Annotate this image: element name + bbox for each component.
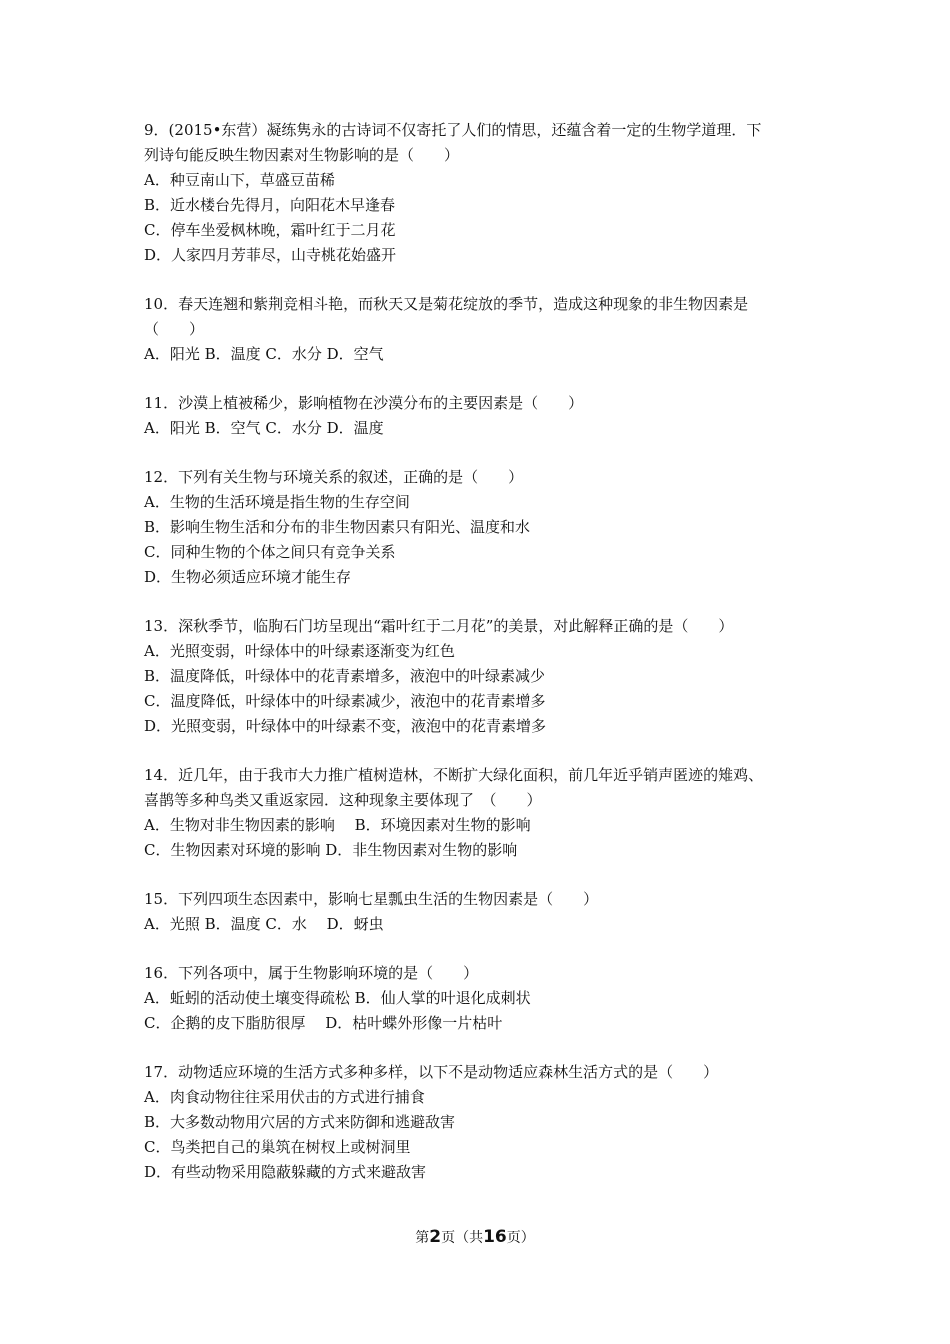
question-stem: 15．下列四项生态因素中，影响七星瓢虫生活的生物因素是（ ） xyxy=(144,890,599,908)
question-13 xyxy=(144,614,830,739)
question-stem: 列诗句能反映生物因素对生物影响的是（ ） xyxy=(144,146,460,164)
question-stem: （ ） xyxy=(144,320,205,338)
question-stem: 16．下列各项中，属于生物影响环境的是（ ） xyxy=(144,964,479,982)
question-stem: 14．近几年，由于我市大力推广植树造林，不断扩大绿化面积，前几年近乎销声匿迹的雉鸡、 xyxy=(144,766,764,784)
question-stem: 13．深秋季节，临朐石门坊呈现出“霜叶红于二月花”的美景，对此解释正确的是（ ） xyxy=(144,617,734,635)
question-stem: 喜鹊等多种鸟类又重返家园．这种现象主要体现了 （ ） xyxy=(144,791,542,809)
option-c: C．鸟类把自己的巢筑在树杈上或树洞里 xyxy=(144,1138,411,1156)
option-a: A．生物的生活环境是指生物的生存空间 xyxy=(144,493,410,511)
question-10 xyxy=(144,292,830,367)
question-11 xyxy=(144,391,830,441)
options-cd: C．企鹅的皮下脂肪很厚 D．枯叶蝶外形像一片枯叶 xyxy=(144,1014,503,1032)
options-ab: A．生物对非生物因素的影响 B．环境因素对生物的影响 xyxy=(144,816,531,834)
option-a: A．种豆南山下，草盛豆苗稀 xyxy=(144,171,335,189)
option-b: B．影响生物生活和分布的非生物因素只有阳光、温度和水 xyxy=(144,518,531,536)
option-c: C．温度降低，叶绿体中的叶绿素减少，液泡中的花青素增多 xyxy=(144,692,546,710)
option-d: D．光照变弱，叶绿体中的叶绿素不变，液泡中的花青素增多 xyxy=(144,717,547,735)
question-15 xyxy=(144,887,830,937)
option-a: A．肉食动物往往采用伏击的方式进行捕食 xyxy=(144,1088,425,1106)
question-stem: 12．下列有关生物与环境关系的叙述，正确的是（ ） xyxy=(144,468,524,486)
options-ab: A．蚯蚓的活动使土壤变得疏松 B．仙人掌的叶退化成刺状 xyxy=(144,989,531,1007)
total-pages: 16 xyxy=(483,1227,507,1247)
page-footer xyxy=(0,1226,950,1249)
question-stem: 9．(2015•东营）凝练隽永的古诗词不仅寄托了人们的情思，还蕴含着一定的生物学道理．下 xyxy=(144,121,762,139)
question-17 xyxy=(144,1060,830,1185)
question-14 xyxy=(144,763,830,863)
question-12 xyxy=(144,465,830,590)
options-inline: A．阳光 B．空气 C．水分 D．温度 xyxy=(144,419,384,437)
footer-middle: 页（共 xyxy=(441,1230,484,1246)
question-9 xyxy=(144,118,830,268)
option-a: A．光照变弱，叶绿体中的叶绿素逐渐变为红色 xyxy=(144,642,455,660)
question-stem: 10．春天连翘和紫荆竞相斗艳，而秋天又是菊花绽放的季节，造成这种现象的非生物因素是 xyxy=(144,295,749,313)
option-b: B．温度降低，叶绿体中的花青素增多，液泡中的叶绿素减少 xyxy=(144,667,546,685)
option-d: D．人家四月芳菲尽，山寺桃花始盛开 xyxy=(144,246,397,264)
footer-suffix: 页） xyxy=(506,1230,535,1246)
question-16 xyxy=(144,961,830,1036)
page-number: 2 xyxy=(429,1227,442,1247)
options-inline: A．阳光 B．温度 C．水分 D．空气 xyxy=(144,345,384,363)
footer-prefix: 第 xyxy=(415,1230,430,1246)
option-d: D．有些动物采用隐蔽躲藏的方式来避敌害 xyxy=(144,1163,427,1181)
options-cd: C．生物因素对环境的影响 D．非生物因素对生物的影响 xyxy=(144,841,518,859)
question-stem: 17．动物适应环境的生活方式多种多样，以下不是动物适应森林生活方式的是（ ） xyxy=(144,1063,719,1081)
options-inline: A．光照 B．温度 C．水 D．蚜虫 xyxy=(144,915,384,933)
option-c: C．停车坐爱枫林晚，霜叶红于二月花 xyxy=(144,221,396,239)
option-b: B．近水楼台先得月，向阳花木早逢春 xyxy=(144,196,396,214)
option-c: C．同种生物的个体之间只有竞争关系 xyxy=(144,543,396,561)
option-b: B．大多数动物用穴居的方式来防御和逃避敌害 xyxy=(144,1113,456,1131)
question-stem: 11．沙漠上植被稀少，影响植物在沙漠分布的主要因素是（ ） xyxy=(144,394,584,412)
option-d: D．生物必须适应环境才能生存 xyxy=(144,568,352,586)
